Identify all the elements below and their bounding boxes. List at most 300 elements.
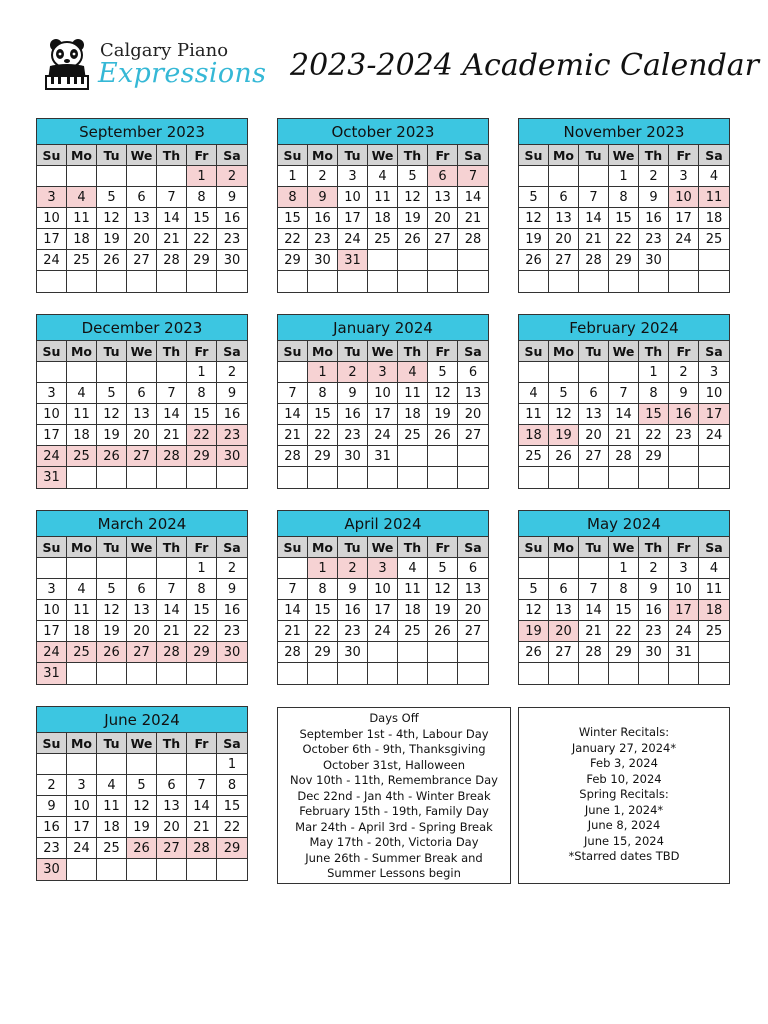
brand-name-bottom: Expressions <box>98 58 267 89</box>
day-cell: 12 <box>97 404 127 425</box>
weekday-header: Tu <box>97 733 127 754</box>
day-cell: 26 <box>97 250 127 271</box>
weekday-header: We <box>127 341 157 362</box>
day-cell: 9 <box>338 579 368 600</box>
day-cell: 11 <box>368 187 398 208</box>
month-calendar <box>36 510 248 685</box>
day-cell: 5 <box>519 187 549 208</box>
empty-cell <box>398 642 428 663</box>
day-cell: 7 <box>157 579 187 600</box>
weekday-header: Th <box>398 341 428 362</box>
empty-cell <box>217 271 247 292</box>
day-cell: 5 <box>398 166 428 187</box>
day-off-cell: 24 <box>37 446 67 467</box>
day-cell: 13 <box>549 600 579 621</box>
day-cell: 24 <box>368 621 398 642</box>
panda-piano-icon <box>40 36 96 92</box>
empty-cell <box>97 271 127 292</box>
day-cell: 10 <box>37 600 67 621</box>
empty-cell <box>157 271 187 292</box>
day-cell: 12 <box>549 404 579 425</box>
day-cell: 26 <box>428 621 458 642</box>
day-cell: 20 <box>127 229 157 250</box>
empty-cell <box>549 663 579 684</box>
day-off-cell: 29 <box>187 446 217 467</box>
day-off-cell: 8 <box>278 187 308 208</box>
day-cell: 9 <box>217 383 247 404</box>
empty-cell <box>669 250 699 271</box>
day-cell: 18 <box>398 404 428 425</box>
weekday-header: Sa <box>217 733 247 754</box>
info-line: September 1st - 4th, Labour Day <box>299 726 489 741</box>
day-cell: 29 <box>187 250 217 271</box>
weekday-header: We <box>127 145 157 166</box>
empty-cell <box>127 558 157 579</box>
day-off-cell: 23 <box>217 425 247 446</box>
day-off-cell: 26 <box>127 838 157 859</box>
weekday-header: Th <box>157 145 187 166</box>
empty-cell <box>428 271 458 292</box>
day-cell: 31 <box>669 642 699 663</box>
weekday-header: Fr <box>428 537 458 558</box>
day-off-cell: 19 <box>519 621 549 642</box>
weekday-header: Su <box>278 341 308 362</box>
day-cell: 15 <box>609 600 639 621</box>
empty-cell <box>127 663 157 684</box>
empty-cell <box>338 663 368 684</box>
day-off-cell: 20 <box>549 621 579 642</box>
empty-cell <box>67 859 97 880</box>
empty-cell <box>97 558 127 579</box>
day-cell: 22 <box>278 229 308 250</box>
empty-cell <box>127 362 157 383</box>
day-off-cell: 18 <box>519 425 549 446</box>
day-cell: 14 <box>157 208 187 229</box>
day-off-cell: 28 <box>187 838 217 859</box>
empty-cell <box>579 663 609 684</box>
empty-cell <box>127 467 157 488</box>
day-cell: 21 <box>187 817 217 838</box>
day-cell: 19 <box>97 621 127 642</box>
empty-cell <box>157 362 187 383</box>
day-cell: 5 <box>97 187 127 208</box>
weekday-header: Sa <box>217 341 247 362</box>
empty-cell <box>37 558 67 579</box>
info-line: June 1, 2024* <box>584 802 664 817</box>
month-title: June 2024 <box>37 707 247 733</box>
day-cell: 24 <box>37 250 67 271</box>
empty-cell <box>157 663 187 684</box>
day-cell: 9 <box>338 383 368 404</box>
empty-cell <box>67 558 97 579</box>
day-off-cell: 30 <box>37 859 67 880</box>
weekday-header: Mo <box>67 537 97 558</box>
day-cell: 10 <box>37 404 67 425</box>
day-cell: 9 <box>217 187 247 208</box>
day-cell: 3 <box>37 383 67 404</box>
day-cell: 12 <box>97 600 127 621</box>
day-off-cell: 26 <box>97 642 127 663</box>
empty-cell <box>579 271 609 292</box>
empty-cell <box>549 362 579 383</box>
month-title: May 2024 <box>519 511 729 537</box>
day-cell: 13 <box>127 404 157 425</box>
day-cell: 9 <box>669 383 699 404</box>
empty-cell <box>669 446 699 467</box>
day-cell: 26 <box>519 250 549 271</box>
day-cell: 5 <box>428 558 458 579</box>
day-cell: 29 <box>609 250 639 271</box>
weekday-header: We <box>609 537 639 558</box>
empty-cell <box>217 859 247 880</box>
month-calendar <box>518 510 730 685</box>
day-off-cell: 17 <box>669 600 699 621</box>
empty-cell <box>187 271 217 292</box>
day-cell: 29 <box>308 446 338 467</box>
day-cell: 21 <box>157 621 187 642</box>
day-cell: 11 <box>398 579 428 600</box>
empty-cell <box>187 754 217 775</box>
empty-cell <box>519 467 549 488</box>
empty-cell <box>97 754 127 775</box>
day-cell: 19 <box>97 229 127 250</box>
weekday-header: Th <box>639 145 669 166</box>
weekday-header: Mo <box>67 341 97 362</box>
day-cell: 12 <box>519 600 549 621</box>
day-off-cell: 27 <box>127 446 157 467</box>
day-off-cell: 26 <box>97 446 127 467</box>
empty-cell <box>428 250 458 271</box>
day-cell: 16 <box>338 600 368 621</box>
day-cell: 7 <box>609 383 639 404</box>
empty-cell <box>37 271 67 292</box>
weekday-header: Fr <box>187 733 217 754</box>
empty-cell <box>368 250 398 271</box>
day-off-cell: 24 <box>37 642 67 663</box>
weekday-header: We <box>368 537 398 558</box>
empty-cell <box>549 166 579 187</box>
day-cell: 25 <box>398 621 428 642</box>
day-cell: 13 <box>458 383 488 404</box>
day-cell: 22 <box>639 425 669 446</box>
month-title: February 2024 <box>519 315 729 341</box>
day-off-cell: 6 <box>428 166 458 187</box>
day-cell: 26 <box>519 642 549 663</box>
day-cell: 28 <box>278 446 308 467</box>
day-cell: 19 <box>428 404 458 425</box>
day-cell: 2 <box>217 362 247 383</box>
month-grid <box>37 145 247 292</box>
empty-cell <box>398 250 428 271</box>
empty-cell <box>519 362 549 383</box>
weekday-header: Tu <box>338 341 368 362</box>
day-cell: 4 <box>398 558 428 579</box>
weekday-header: We <box>609 145 639 166</box>
day-cell: 8 <box>308 579 338 600</box>
day-cell: 3 <box>37 579 67 600</box>
weekday-header: Sa <box>458 145 488 166</box>
day-cell: 7 <box>278 383 308 404</box>
day-off-cell: 1 <box>187 166 217 187</box>
day-cell: 24 <box>368 425 398 446</box>
day-cell: 11 <box>398 383 428 404</box>
month-title: March 2024 <box>37 511 247 537</box>
weekday-header: Th <box>157 341 187 362</box>
weekday-header: Th <box>639 537 669 558</box>
day-cell: 18 <box>67 621 97 642</box>
day-cell: 17 <box>37 229 67 250</box>
day-cell: 11 <box>67 208 97 229</box>
day-cell: 9 <box>639 579 669 600</box>
info-line: Days Off <box>369 711 419 725</box>
day-cell: 26 <box>428 425 458 446</box>
day-cell: 31 <box>368 446 398 467</box>
empty-cell <box>368 271 398 292</box>
days-off-box <box>277 707 511 884</box>
weekday-header: Tu <box>97 537 127 558</box>
weekday-header: Th <box>157 733 187 754</box>
month-grid <box>278 145 488 292</box>
day-cell: 21 <box>579 229 609 250</box>
day-off-cell: 27 <box>157 838 187 859</box>
empty-cell <box>519 166 549 187</box>
info-line: June 15, 2024 <box>584 833 664 848</box>
day-off-cell: 3 <box>368 362 398 383</box>
day-cell: 10 <box>368 383 398 404</box>
empty-cell <box>127 166 157 187</box>
empty-cell <box>428 446 458 467</box>
day-cell: 16 <box>217 404 247 425</box>
empty-cell <box>458 446 488 467</box>
weekday-header: Th <box>398 537 428 558</box>
empty-cell <box>187 859 217 880</box>
day-cell: 23 <box>338 621 368 642</box>
day-cell: 23 <box>37 838 67 859</box>
brand-name-top: Calgary Piano <box>100 40 229 61</box>
day-cell: 14 <box>278 404 308 425</box>
day-cell: 9 <box>217 579 247 600</box>
info-line: October 6th - 9th, Thanksgiving <box>302 742 486 756</box>
day-cell: 23 <box>217 229 247 250</box>
month-title: January 2024 <box>278 315 488 341</box>
day-off-cell: 2 <box>338 362 368 383</box>
empty-cell <box>157 558 187 579</box>
empty-cell <box>67 467 97 488</box>
day-cell: 22 <box>217 817 247 838</box>
empty-cell <box>579 558 609 579</box>
weekday-header: Sa <box>458 341 488 362</box>
info-line: Feb 3, 2024 <box>590 756 658 770</box>
day-cell: 11 <box>97 796 127 817</box>
day-cell: 10 <box>67 796 97 817</box>
weekday-header: Sa <box>458 537 488 558</box>
day-cell: 12 <box>428 579 458 600</box>
day-cell: 8 <box>187 383 217 404</box>
month-calendar <box>36 118 248 293</box>
day-cell: 24 <box>338 229 368 250</box>
empty-cell <box>308 271 338 292</box>
day-cell: 24 <box>669 229 699 250</box>
empty-cell <box>398 467 428 488</box>
empty-cell <box>97 166 127 187</box>
weekday-header: Su <box>519 145 549 166</box>
day-cell: 9 <box>37 796 67 817</box>
weekday-header: Tu <box>579 145 609 166</box>
day-cell: 28 <box>458 229 488 250</box>
day-cell: 8 <box>187 187 217 208</box>
weekday-header: We <box>609 341 639 362</box>
empty-cell <box>398 446 428 467</box>
day-cell: 4 <box>67 579 97 600</box>
weekday-header: Mo <box>549 341 579 362</box>
day-cell: 22 <box>308 621 338 642</box>
day-off-cell: 18 <box>699 600 729 621</box>
day-cell: 25 <box>699 229 729 250</box>
empty-cell <box>669 271 699 292</box>
day-cell: 11 <box>699 579 729 600</box>
weekday-header: Fr <box>669 537 699 558</box>
info-line: Spring Recitals: <box>579 787 669 801</box>
day-off-cell: 15 <box>639 404 669 425</box>
empty-cell <box>67 166 97 187</box>
day-cell: 19 <box>519 229 549 250</box>
empty-cell <box>37 166 67 187</box>
day-off-cell: 31 <box>37 663 67 684</box>
day-cell: 1 <box>217 754 247 775</box>
day-cell: 17 <box>368 404 398 425</box>
day-cell: 15 <box>187 208 217 229</box>
day-cell: 2 <box>37 775 67 796</box>
empty-cell <box>428 467 458 488</box>
day-cell: 26 <box>398 229 428 250</box>
day-cell: 16 <box>37 817 67 838</box>
day-cell: 12 <box>428 383 458 404</box>
day-cell: 29 <box>308 642 338 663</box>
day-cell: 12 <box>519 208 549 229</box>
empty-cell <box>579 166 609 187</box>
day-cell: 20 <box>458 600 488 621</box>
empty-cell <box>549 558 579 579</box>
weekday-header: Sa <box>217 537 247 558</box>
day-cell: 26 <box>549 446 579 467</box>
empty-cell <box>278 271 308 292</box>
empty-cell <box>97 362 127 383</box>
empty-cell <box>699 467 729 488</box>
weekday-header: We <box>368 341 398 362</box>
day-cell: 4 <box>519 383 549 404</box>
day-cell: 8 <box>217 775 247 796</box>
day-cell: 3 <box>669 166 699 187</box>
day-off-cell: 19 <box>549 425 579 446</box>
day-cell: 15 <box>187 600 217 621</box>
weekday-header: Fr <box>187 145 217 166</box>
info-line: January 27, 2024* <box>571 740 677 755</box>
day-cell: 15 <box>609 208 639 229</box>
month-calendar <box>36 314 248 489</box>
day-cell: 1 <box>609 558 639 579</box>
empty-cell <box>428 663 458 684</box>
day-cell: 10 <box>669 579 699 600</box>
day-cell: 12 <box>398 187 428 208</box>
info-line: Nov 10th - 11th, Remembrance Day <box>290 773 498 787</box>
day-cell: 2 <box>669 362 699 383</box>
day-cell: 27 <box>127 250 157 271</box>
empty-cell <box>308 663 338 684</box>
info-line: Summer Lessons begin <box>327 866 461 880</box>
day-cell: 23 <box>639 229 669 250</box>
brand-logo <box>40 36 270 96</box>
day-cell: 4 <box>368 166 398 187</box>
empty-cell <box>97 663 127 684</box>
day-cell: 6 <box>127 579 157 600</box>
day-cell: 8 <box>609 579 639 600</box>
day-off-cell: 3 <box>368 558 398 579</box>
day-cell: 6 <box>157 775 187 796</box>
empty-cell <box>519 558 549 579</box>
info-line: June 8, 2024 <box>587 818 661 832</box>
day-cell: 16 <box>217 208 247 229</box>
empty-cell <box>609 271 639 292</box>
empty-cell <box>699 663 729 684</box>
day-off-cell: 2 <box>217 166 247 187</box>
weekday-header: Sa <box>699 145 729 166</box>
weekday-header: Su <box>37 145 67 166</box>
month-grid <box>37 341 247 488</box>
day-off-cell: 4 <box>398 362 428 383</box>
empty-cell <box>549 271 579 292</box>
empty-cell <box>127 754 157 775</box>
days-off-lines <box>278 708 510 882</box>
day-cell: 28 <box>579 642 609 663</box>
day-cell: 25 <box>398 425 428 446</box>
month-calendar <box>36 706 248 881</box>
day-cell: 6 <box>127 187 157 208</box>
day-cell: 3 <box>699 362 729 383</box>
day-cell: 19 <box>398 208 428 229</box>
weekday-header: Fr <box>428 145 458 166</box>
day-cell: 5 <box>519 579 549 600</box>
month-title: September 2023 <box>37 119 247 145</box>
empty-cell <box>97 467 127 488</box>
day-off-cell: 2 <box>338 558 368 579</box>
empty-cell <box>127 271 157 292</box>
weekday-header: Tu <box>338 145 368 166</box>
month-grid <box>519 341 729 488</box>
day-cell: 1 <box>609 166 639 187</box>
weekday-header: Tu <box>579 537 609 558</box>
info-line: February 15th - 19th, Family Day <box>299 804 489 818</box>
day-cell: 13 <box>428 187 458 208</box>
day-off-cell: 3 <box>37 187 67 208</box>
empty-cell <box>609 663 639 684</box>
day-cell: 21 <box>278 425 308 446</box>
weekday-header: Sa <box>699 341 729 362</box>
info-line: Mar 24th - April 3rd - Spring Break <box>295 819 493 834</box>
month-grid <box>519 537 729 684</box>
day-cell: 5 <box>549 383 579 404</box>
day-cell: 7 <box>278 579 308 600</box>
empty-cell <box>458 467 488 488</box>
month-calendar <box>277 314 489 489</box>
day-cell: 12 <box>127 796 157 817</box>
day-cell: 27 <box>428 229 458 250</box>
day-cell: 7 <box>579 579 609 600</box>
day-cell: 22 <box>609 621 639 642</box>
day-cell: 23 <box>639 621 669 642</box>
empty-cell <box>368 663 398 684</box>
day-cell: 1 <box>187 362 217 383</box>
day-cell: 18 <box>368 208 398 229</box>
